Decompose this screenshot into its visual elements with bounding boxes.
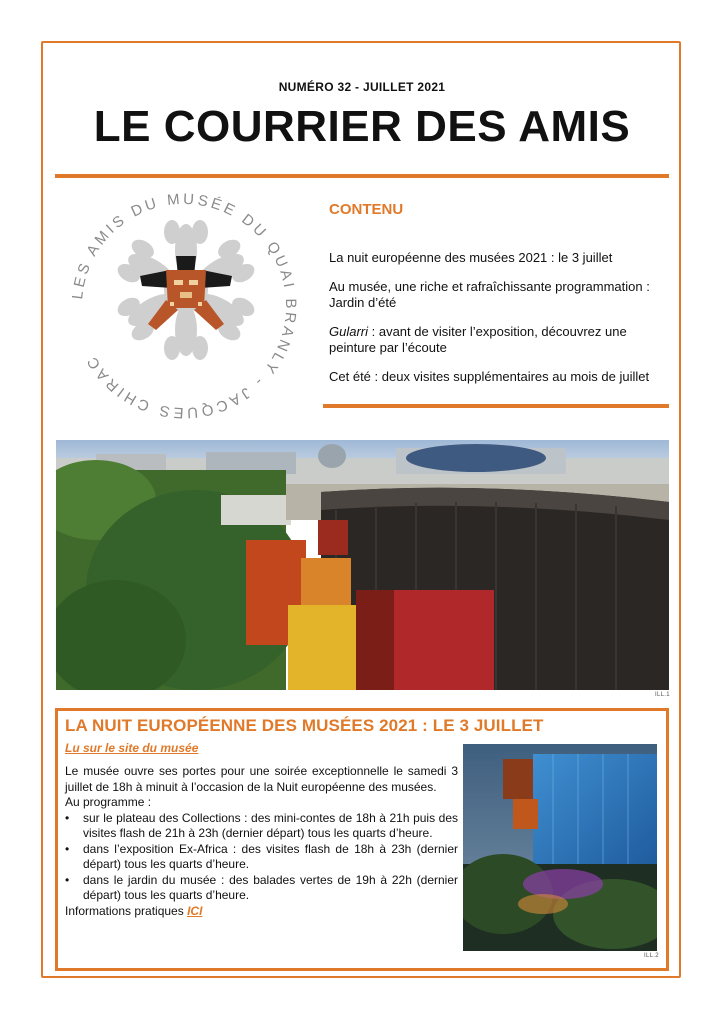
info-line	[65, 904, 458, 920]
bullet-icon: •	[65, 810, 70, 825]
program-item-text: dans l’exposition Ex-Africa : des visites flash de 18h à 23h (dernier départ) tous les quarts d’heure.	[83, 841, 458, 871]
program-label: Au programme :	[65, 795, 152, 809]
program-item	[65, 872, 458, 904]
toc-item-text: : avant de visiter l’exposition, découvrez une peinture par l’écoute	[329, 324, 627, 355]
toc-item-lead: Gularri	[329, 324, 369, 339]
toc-item-text: Au musée, une riche et rafraîchissante programmation : Jardin d’été	[329, 279, 650, 310]
info-link[interactable]: ICI	[187, 903, 203, 918]
toc-item[interactable]	[329, 279, 669, 311]
article-title: LA NUIT EUROPÉENNE DES MUSÉES 2021 : LE 3 JUILLET	[65, 716, 544, 735]
figure-label: ILL.1	[655, 692, 670, 698]
program-item	[65, 841, 458, 873]
program-item	[65, 810, 458, 842]
toc-item-text: La nuit européenne des musées 2021 : le 3 juillet	[329, 250, 613, 265]
museum-exterior-photo	[56, 440, 669, 690]
figure-label: ILL.2	[644, 953, 659, 959]
logo-ring-textpath: LES AMIS DU MUSÉE DU QUAI BRANLY - JACQUES CHIRAC	[69, 190, 300, 422]
toc-list	[329, 250, 669, 398]
issue-line: NUMÉRO 32 - JUILLET 2021	[278, 80, 446, 94]
toc-item[interactable]	[329, 369, 669, 385]
toc-divider	[323, 404, 669, 408]
article-body	[65, 764, 458, 919]
toc-item[interactable]	[329, 324, 669, 356]
museum-night-photo	[463, 744, 657, 951]
header-divider	[55, 174, 669, 178]
toc-item[interactable]	[329, 250, 669, 266]
bullet-icon: •	[65, 841, 70, 856]
program-item-text: dans le jardin du musée : des balades vertes de 19h à 22h (dernier départ) tous les quarts d’heure.	[83, 872, 458, 902]
bullet-icon: •	[65, 872, 70, 887]
program-item-text: sur le plateau des Collections : des mini-contes de 18h à 21h puis des visites flash de 21h à 23h (dernier départ) tous les quarts d’heure.	[83, 810, 458, 840]
article-intro: Le musée ouvre ses portes pour une soirée exceptionnelle le samedi 3 juillet de 18h à minuit à l’occasion de la Nuit européenne des musées.	[65, 764, 458, 794]
info-label: Informations pratiques	[65, 903, 188, 918]
program-list	[65, 811, 458, 904]
newsletter-title: LE COURRIER DES AMIS	[93, 102, 631, 151]
association-logo	[64, 186, 304, 426]
toc-item-text: Cet été : deux visites supplémentaires au mois de juillet	[329, 369, 650, 384]
source-link[interactable]: Lu sur le site du musée	[65, 741, 199, 755]
toc-heading: CONTENU	[329, 201, 404, 218]
